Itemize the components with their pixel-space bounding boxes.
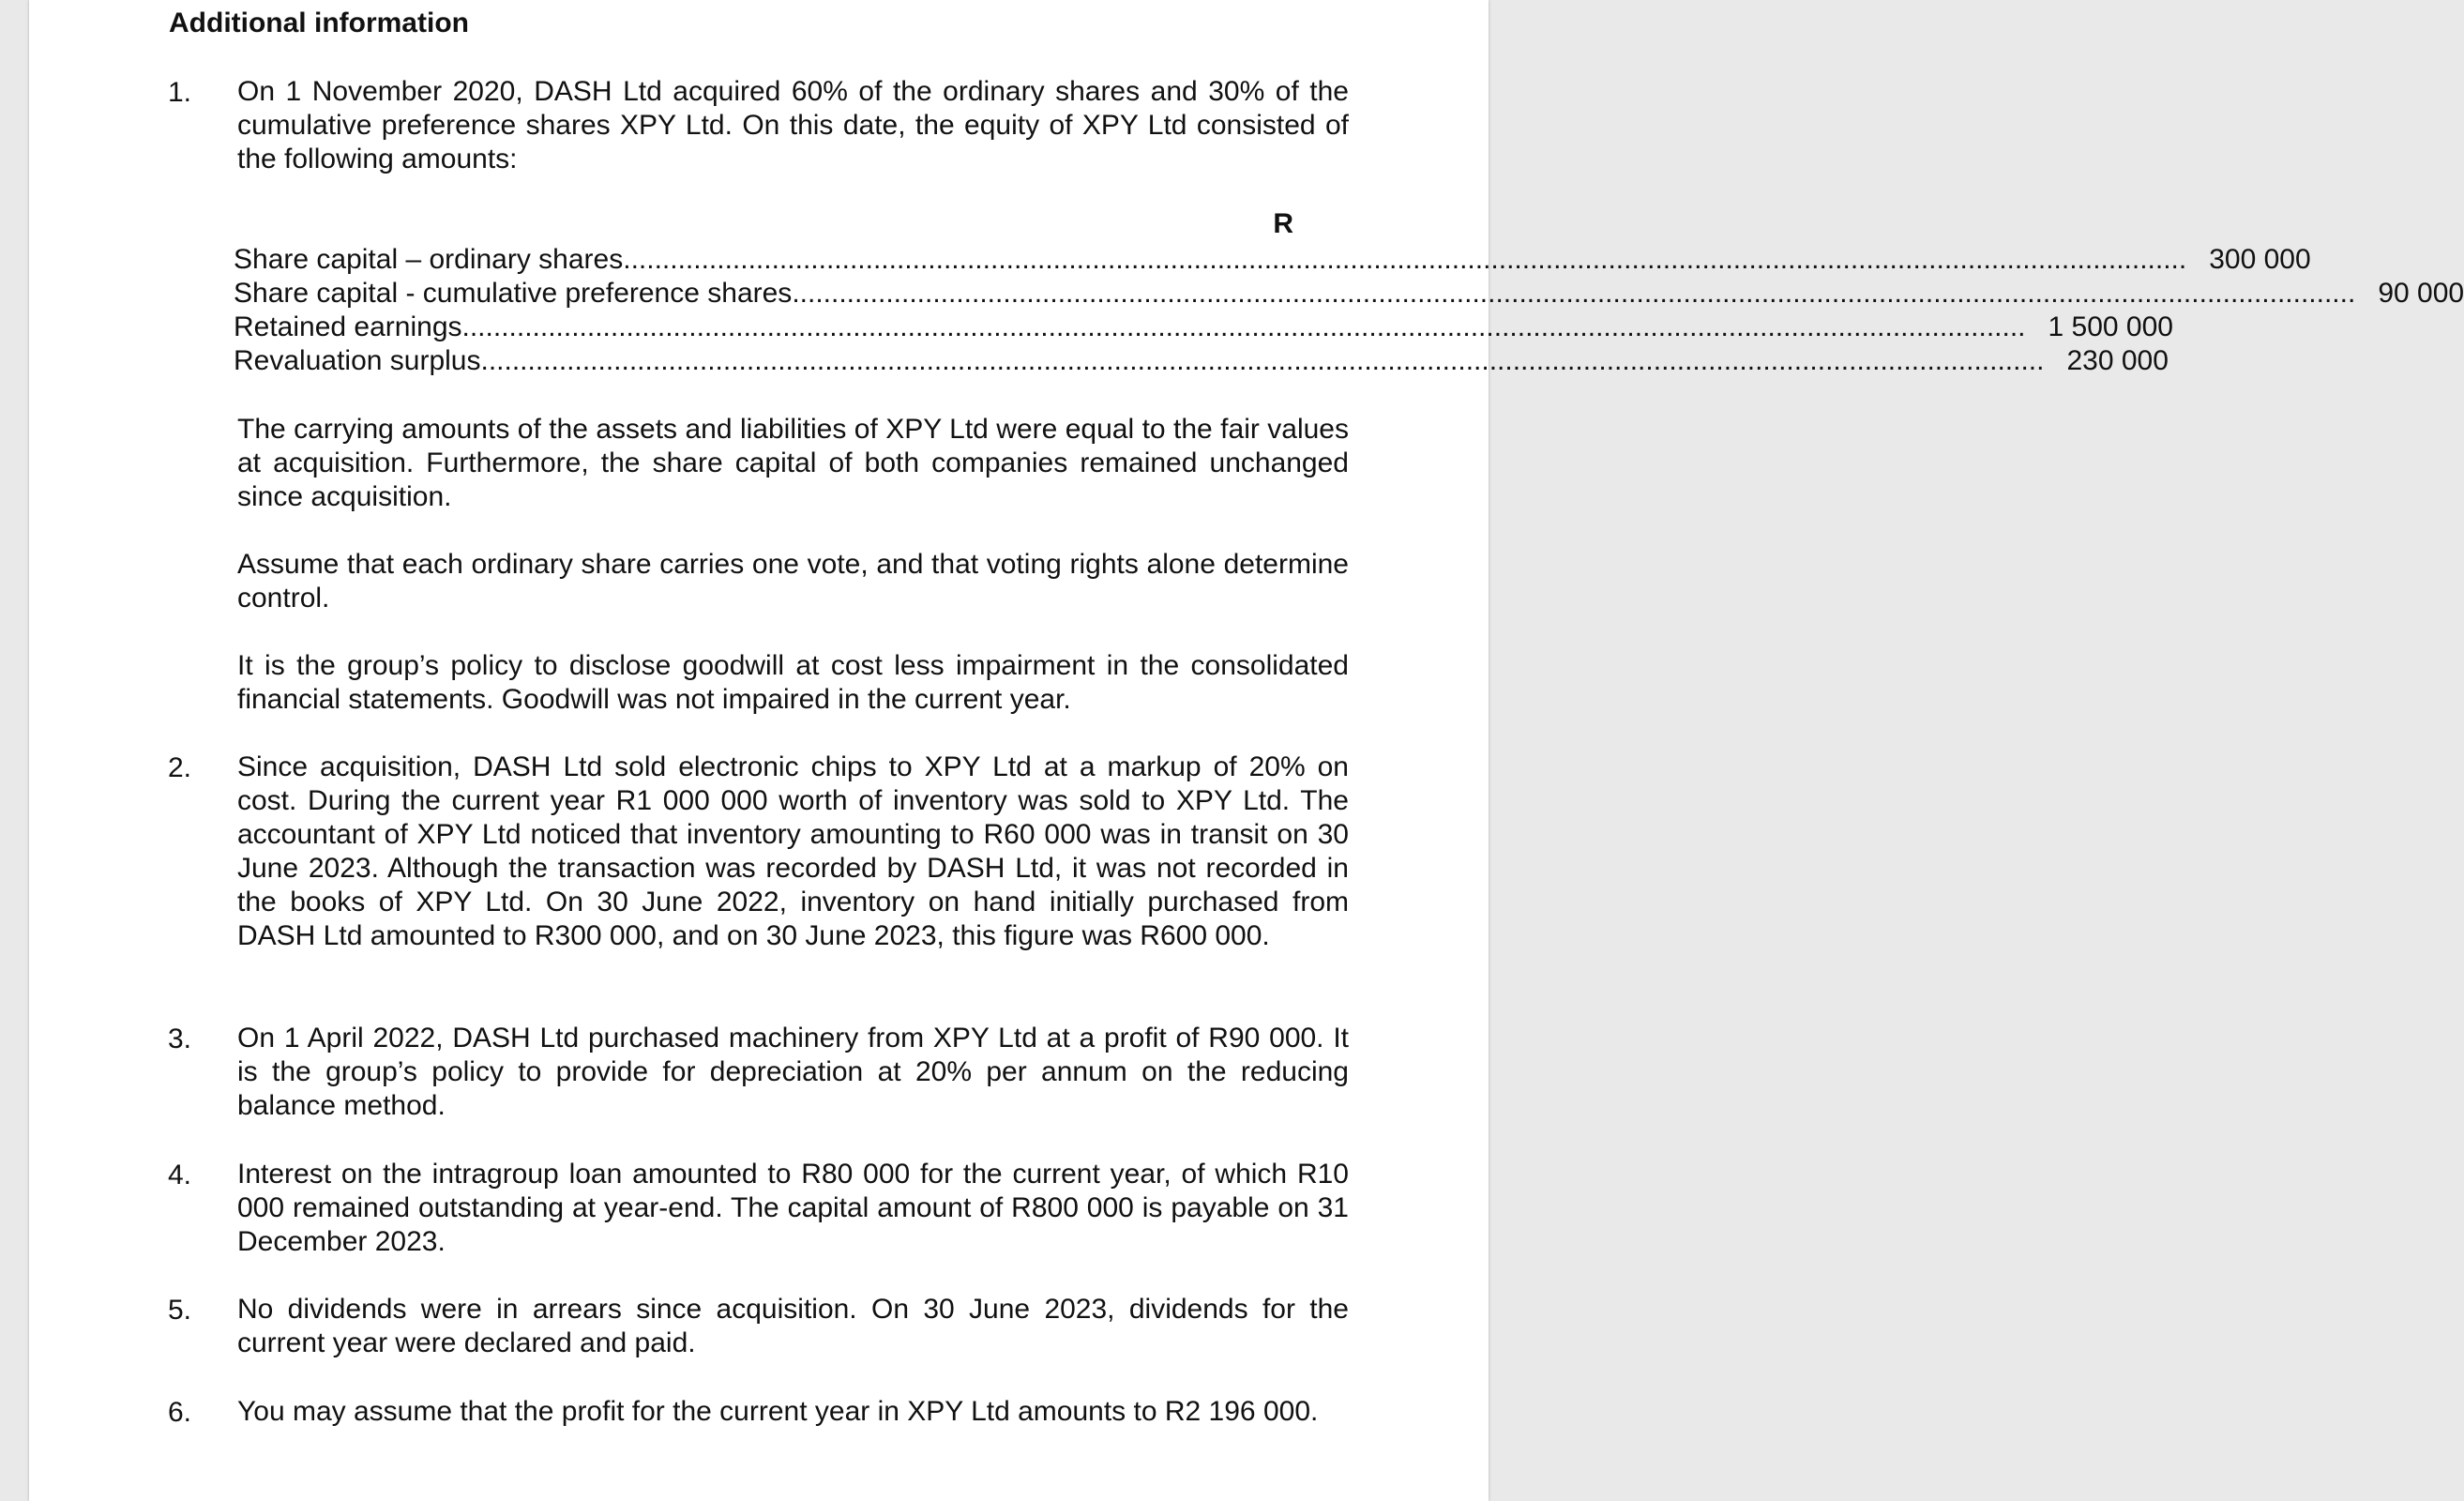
equity-amount: 230 000 (2066, 345, 2169, 376)
equity-amount: 90 000 (2378, 278, 2464, 309)
page-heading: Additional information (169, 8, 469, 38)
leader-dots: ........................................................................................................................................................................................................ (480, 345, 2045, 376)
equity-row (234, 244, 2311, 278)
item-5-text: No dividends were in arrears since acquisition. On 30 June 2023, dividends for the current year were declared and paid. (237, 1294, 1349, 1358)
item-1-voting-paragraph: Assume that each ordinary share carries one vote, and that voting rights alone determine control. (237, 549, 1349, 614)
equity-amount: 300 000 (2209, 244, 2311, 275)
equity-table (234, 244, 2464, 379)
item-2-text: Since acquisition, DASH Ltd sold electronic chips to XPY Ltd at a markup of 20% on cost. During the current year R1 000 000 worth of inventory was sold to XPY Ltd. The accountant of XPY Ltd noticed that inventory amounting to R60 000 was in transit on 30 June 2023. Although the transaction was recorded by DASH Ltd, it was not recorded in the books of XPY Ltd. On 30 June 2022, inventory on hand initially purchased from DASH Ltd amounted to R300 000, and on 30 June 2023, this figure was R600 000. (237, 751, 1349, 951)
equity-label: Retained earnings (234, 311, 462, 342)
leader-dots: ........................................................................................................................................................................................................ (461, 311, 2026, 342)
equity-amount: 1 500 000 (2048, 311, 2173, 342)
item-3-number: 3. (168, 1023, 192, 1054)
item-6-text: You may assume that the profit for the current year in XPY Ltd amounts to R2 196 000. (237, 1396, 1319, 1427)
equity-label: Share capital – ordinary shares (234, 244, 624, 275)
item-1-carrying-paragraph: The carrying amounts of the assets and liabilities of XPY Ltd were equal to the fair values at acquisition. Furthermore, the share capital of both companies remained unchanged since acquisition. (237, 414, 1349, 512)
item-2-number: 2. (168, 752, 192, 783)
item-6-number: 6. (168, 1397, 192, 1428)
leader-dots: ........................................................................................................................................................................................................ (623, 244, 2187, 275)
equity-label: Share capital - cumulative preference shares (234, 278, 793, 309)
item-4-number: 4. (168, 1160, 192, 1190)
item-1-intro: On 1 November 2020, DASH Ltd acquired 60% of the ordinary shares and 30% of the cumulative preference shares XPY Ltd. On this date, the equity of XPY Ltd consisted of the following amounts: (237, 76, 1349, 174)
leader-dots: ........................................................................................................................................................................................................ (792, 278, 2356, 309)
item-4-text: Interest on the intragroup loan amounted to R80 000 for the current year, of which R10 000 remained outstanding at year-end. The capital amount of R800 000 is payable on 31 December 2023. (237, 1159, 1349, 1257)
equity-label: Revaluation surplus (234, 345, 481, 376)
equity-row (234, 345, 2169, 379)
item-3-text: On 1 April 2022, DASH Ltd purchased machinery from XPY Ltd at a profit of R90 000. It is the group’s policy to provide for depreciation at 20% per annum on the reducing balance method. (237, 1023, 1349, 1121)
item-1-goodwill-paragraph: It is the group’s policy to disclose goodwill at cost less impairment in the consolidated financial statements. Goodwill was not impaired in the current year. (237, 650, 1349, 715)
item-1-number: 1. (168, 77, 192, 108)
equity-row (234, 311, 2173, 345)
item-5-number: 5. (168, 1295, 192, 1326)
equity-row (234, 278, 2464, 311)
currency-header: R (1273, 208, 1293, 239)
